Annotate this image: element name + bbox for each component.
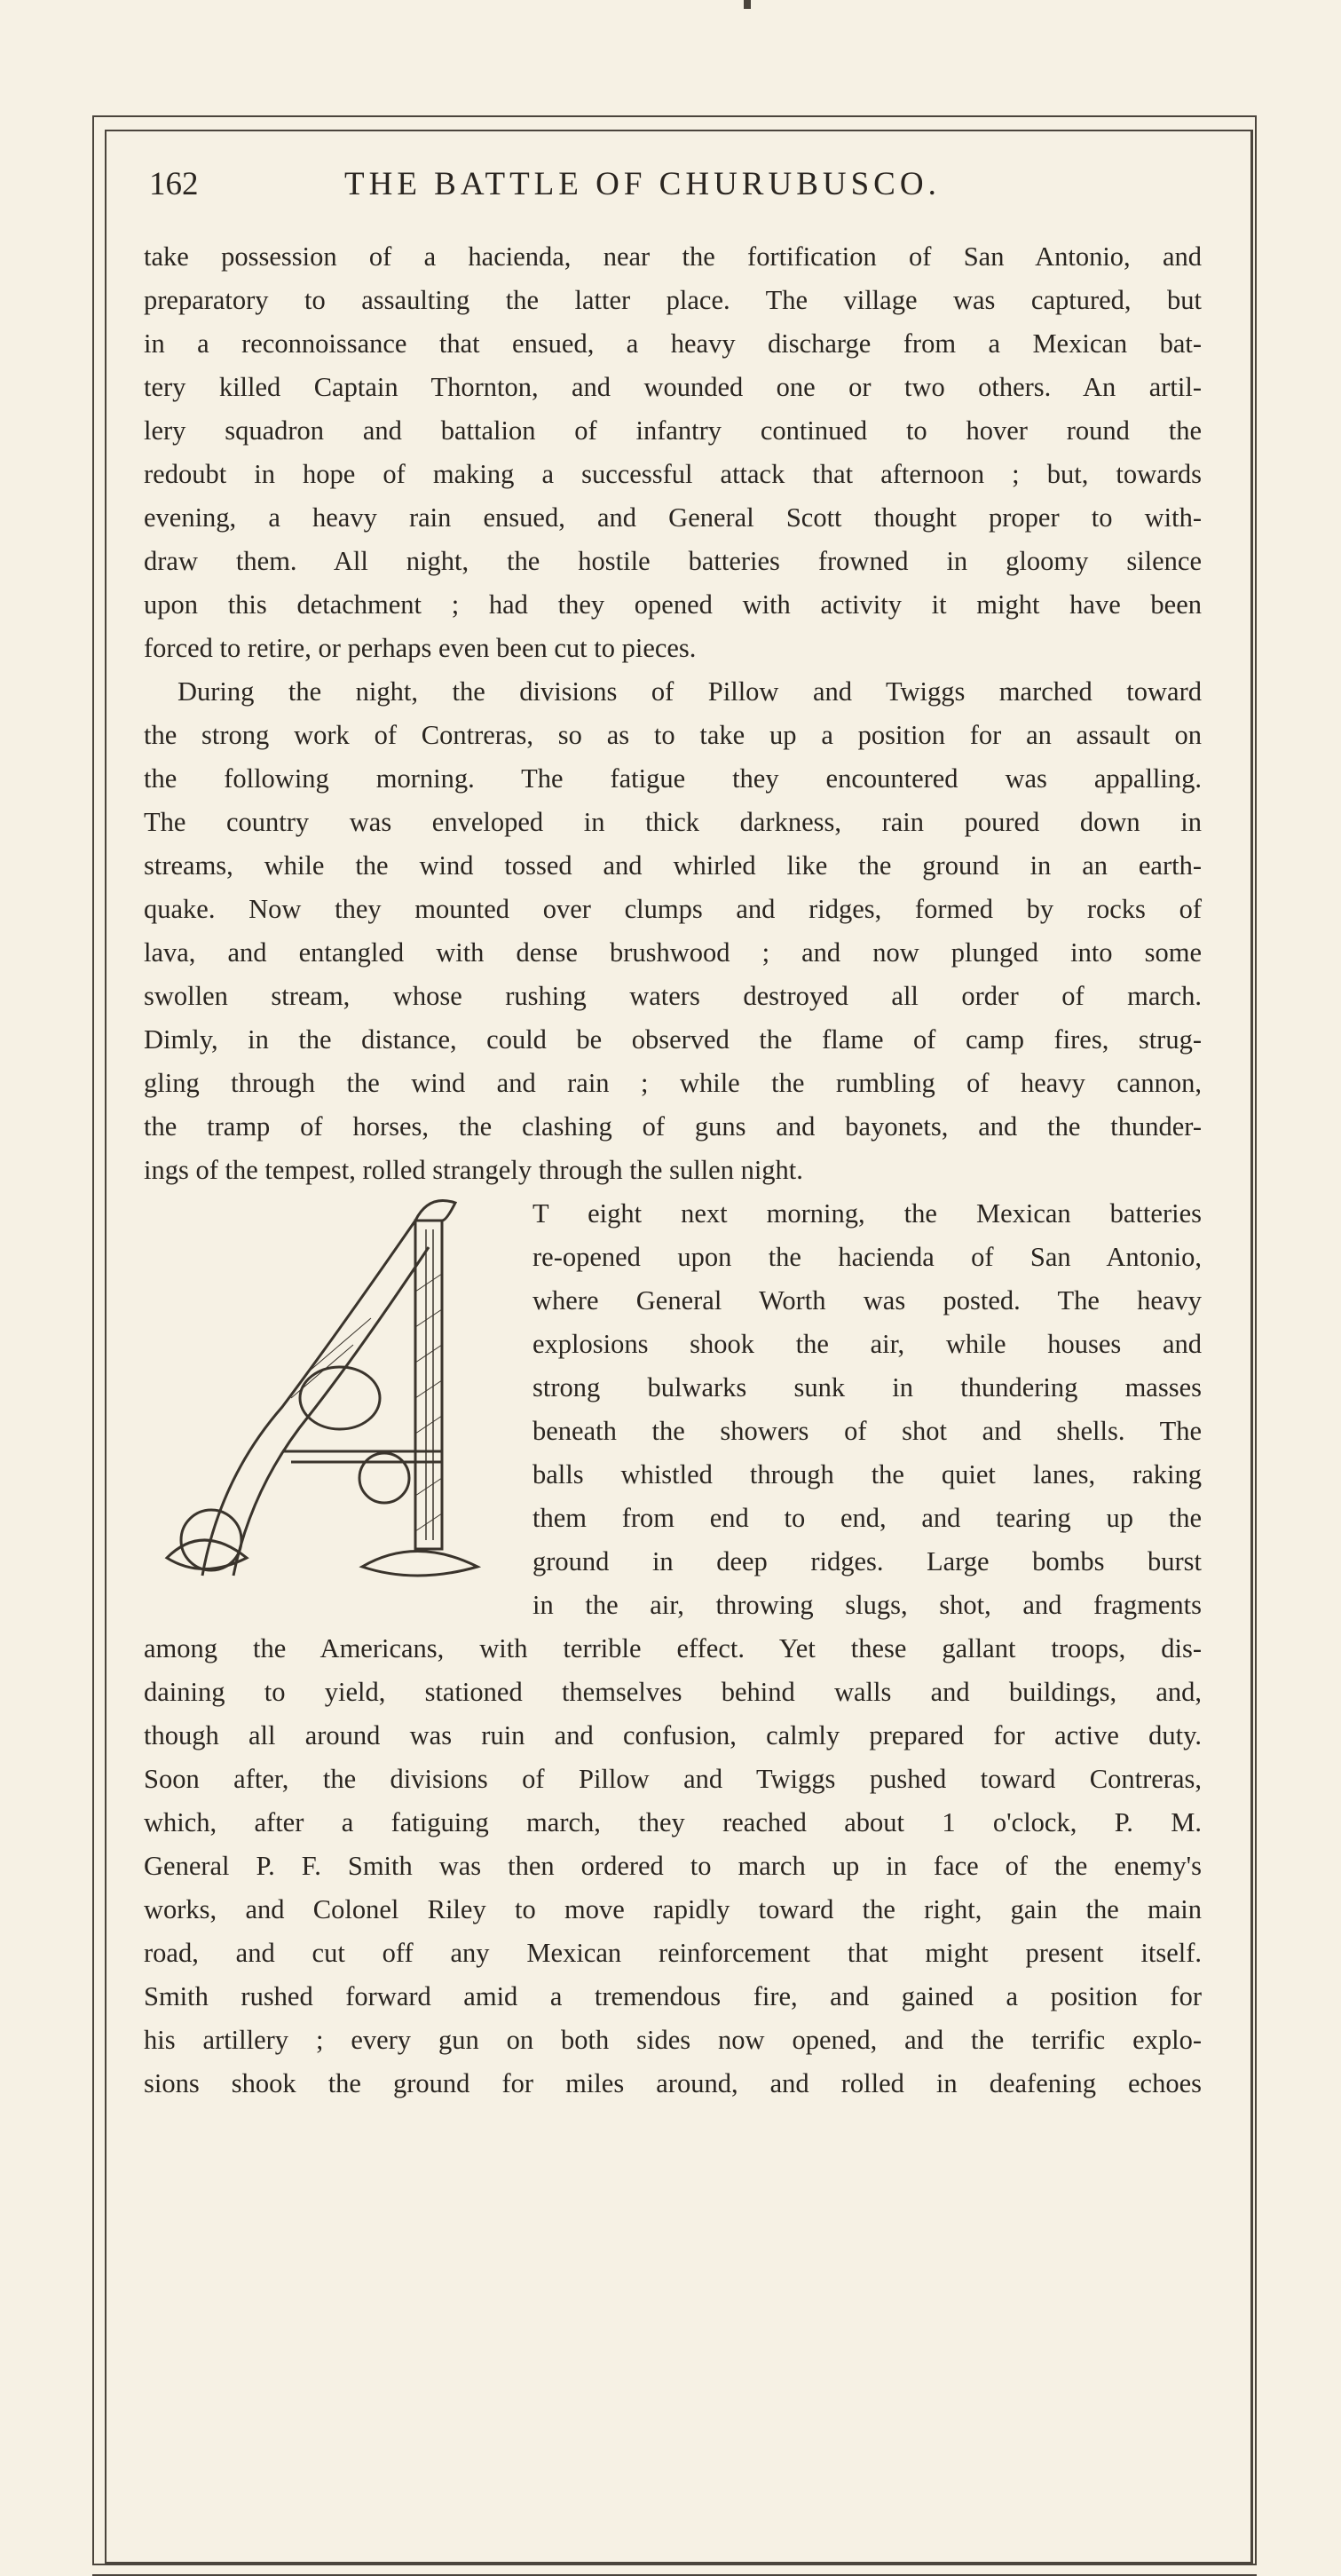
text-line: upon this detachment ; had they opened with activity it might have been (144, 589, 1202, 620)
page-number: 162 (149, 166, 199, 202)
text-line: explosions shook the air, while houses and (532, 1329, 1202, 1359)
text-line: preparatory to assaulting the latter place. The village was captured, but (144, 285, 1202, 315)
text-line: strong bulwarks sunk in thundering masses (532, 1372, 1202, 1403)
text-line: During the night, the divisions of Pillow and Twiggs marched toward (177, 676, 1202, 707)
text-line: Soon after, the divisions of Pillow and Twiggs pushed toward Contreras, (144, 1764, 1202, 1794)
text-line: evening, a heavy rain ensued, and General Scott thought proper to with- (144, 502, 1202, 533)
text-line: General P. F. Smith was then ordered to march up in face of the enemy's (144, 1851, 1202, 1881)
text-line: which, after a fatiguing march, they reached about 1 o'clock, P. M. (144, 1807, 1202, 1837)
text-line: them from end to end, and tearing up the (532, 1503, 1202, 1533)
text-line: sions shook the ground for miles around, and rolled in deafening echoes (144, 2068, 1202, 2098)
text-line: road, and cut off any Mexican reinforcement that might present itself. (144, 1938, 1202, 1968)
text-line: take possession of a hacienda, near the fortification of San Antonio, and (144, 241, 1202, 272)
text-line: draw them. All night, the hostile batteries frowned in gloomy silence (144, 546, 1202, 576)
text-line: lery squadron and battalion of infantry continued to hover round the (144, 415, 1202, 446)
text-line: ings of the tempest, rolled strangely through the sullen night. (144, 1155, 803, 1185)
text-line: gling through the wind and rain ; while the rumbling of heavy cannon, (144, 1068, 1202, 1098)
text-line: The country was enveloped in thick darkness, rain poured down in (144, 807, 1202, 837)
text-line: works, and Colonel Riley to move rapidly toward the right, gain the main (144, 1894, 1202, 1924)
text-line: Dimly, in the distance, could be observed the flame of camp fires, strug- (144, 1024, 1202, 1055)
text-line: his artillery ; every gun on both sides now opened, and the terrific explo- (144, 2025, 1202, 2055)
bottom-rule (92, 2564, 1257, 2565)
page-top-mark (744, 0, 751, 9)
text-line: T eight next morning, the Mexican batteries (532, 1198, 1202, 1229)
text-line: ground in deep ridges. Large bombs burst (532, 1546, 1202, 1576)
text-line: where General Worth was posted. The heavy (532, 1285, 1202, 1316)
text-line: the following morning. The fatigue they encountered was appalling. (144, 763, 1202, 794)
text-line: re-opened upon the hacienda of San Antonio, (532, 1242, 1202, 1272)
text-line: the strong work of Contreras, so as to take up a position for an assault on (144, 720, 1202, 750)
text-line: beneath the showers of shot and shells. The (532, 1416, 1202, 1446)
text-line: tery killed Captain Thornton, and wounded one or two others. An artil- (144, 372, 1202, 402)
text-line: swollen stream, whose rushing waters destroyed all order of march. (144, 981, 1202, 1011)
text-line: Smith rushed forward amid a tremendous fire, and gained a position for (144, 1981, 1202, 2011)
text-line: daining to yield, stationed themselves behind walls and buildings, and, (144, 1677, 1202, 1707)
text-line: among the Americans, with terrible effect. Yet these gallant troops, dis- (144, 1633, 1202, 1663)
text-line: redoubt in hope of making a successful attack that afternoon ; but, towards (144, 459, 1202, 489)
running-header (149, 162, 1232, 215)
text-line: forced to retire, or perhaps even been cut to pieces. (144, 633, 697, 663)
text-line: lava, and entangled with dense brushwood ; and now plunged into some (144, 937, 1202, 968)
text-line: quake. Now they mounted over clumps and ridges, formed by rocks of (144, 894, 1202, 924)
text-line: balls whistled through the quiet lanes, raking (532, 1459, 1202, 1489)
decorative-initial-a (149, 1185, 522, 1584)
text-line: the tramp of horses, the clashing of guns and bayonets, and the thunder- (144, 1111, 1202, 1142)
text-line: in the air, throwing slugs, shot, and fragments (532, 1590, 1202, 1620)
running-title: THE BATTLE OF CHURUBUSCO. (344, 166, 941, 202)
text-line: streams, while the wind tossed and whirled like the ground in an earth- (144, 850, 1202, 881)
text-line: in a reconnoissance that ensued, a heavy discharge from a Mexican bat- (144, 328, 1202, 359)
text-line: though all around was ruin and confusion, calmly prepared for active duty. (144, 1720, 1202, 1750)
